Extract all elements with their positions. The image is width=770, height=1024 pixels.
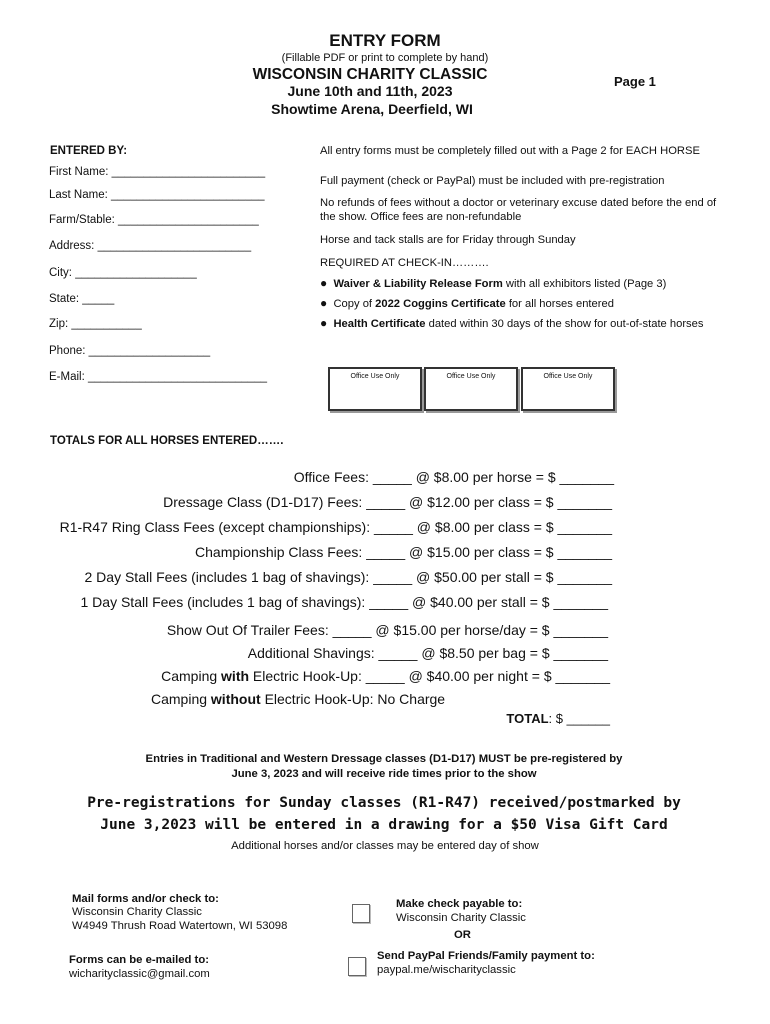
fee-camping-with[interactable]: Camping with Electric Hook-Up: _____ @ $40.00 per night = $ _______ bbox=[161, 668, 610, 684]
mail-address: W4949 Thrush Road Watertown, WI 53098 bbox=[72, 920, 288, 932]
additional-note: Additional horses and/or classes may be entered day of show bbox=[231, 840, 539, 852]
event-dates: June 10th and 11th, 2023 bbox=[287, 83, 453, 99]
bullet-icon: ● bbox=[320, 316, 328, 330]
dressage-note-2: June 3, 2023 and will receive ride times prior to the show bbox=[231, 768, 537, 780]
entered-by-heading: ENTERED BY: bbox=[50, 145, 128, 157]
instruction-stalls: Horse and tack stalls are for Friday through Sunday bbox=[320, 234, 576, 246]
fee-1day-stall[interactable]: 1 Day Stall Fees (includes 1 bag of shavings): _____ @ $40.00 per stall = $ _______ bbox=[80, 594, 608, 610]
form-title: ENTRY FORM bbox=[329, 31, 441, 50]
bullet-icon: ● bbox=[320, 276, 328, 290]
prereg-note-2: June 3,2023 will be entered in a drawing for a $50 Visa Gift Card bbox=[100, 817, 668, 833]
form-subtitle: (Fillable PDF or print to complete by hand) bbox=[281, 52, 489, 64]
fee-shavings[interactable]: Additional Shavings: _____ @ $8.50 per bag = $ _______ bbox=[247, 645, 608, 661]
bullet-icon: ● bbox=[320, 296, 328, 310]
paypal-payment-checkbox[interactable] bbox=[348, 957, 366, 976]
email-heading: Forms can be e-mailed to: bbox=[69, 954, 209, 966]
check-heading: Make check payable to: bbox=[396, 898, 523, 910]
last-name-field[interactable]: Last Name: ________________________ bbox=[49, 189, 265, 201]
instruction-refunds: No refunds of fees without a doctor or veterinary excuse dated before the end of the show. Office fees are non-refundable bbox=[320, 197, 717, 223]
bullet-waiver: ● Waiver & Liability Release Form with all exhibitors listed (Page 3) bbox=[320, 276, 667, 290]
or-label: OR bbox=[454, 929, 471, 941]
office-use-box: Office Use Only bbox=[328, 367, 422, 411]
fee-camping-without: Camping without Electric Hook-Up: No Charge bbox=[151, 691, 446, 707]
paypal-heading: Send PayPal Friends/Family payment to: bbox=[377, 950, 595, 962]
page-number: Page 1 bbox=[614, 74, 656, 89]
check-payee: Wisconsin Charity Classic bbox=[396, 912, 526, 924]
required-checkin: REQUIRED AT CHECK-IN………. bbox=[320, 257, 489, 269]
dressage-note-1: Entries in Traditional and Western Dressage classes (D1-D17) MUST be pre-registered by bbox=[145, 753, 623, 765]
bullet-coggins: ● Copy of 2022 Coggins Certificate for all horses entered bbox=[320, 296, 614, 310]
email-address[interactable]: wicharityclassic@gmail.com bbox=[69, 968, 210, 980]
office-use-box: Office Use Only bbox=[424, 367, 518, 411]
zip-field[interactable]: Zip: ___________ bbox=[49, 318, 142, 330]
office-use-box: Office Use Only bbox=[521, 367, 615, 411]
fee-2day-stall[interactable]: 2 Day Stall Fees (includes 1 bag of shavings): _____ @ $50.00 per stall = $ _______ bbox=[84, 569, 612, 585]
prereg-note-1: Pre-registrations for Sunday classes (R1-R47) received/postmarked by bbox=[87, 795, 681, 811]
fee-dressage[interactable]: Dressage Class (D1-D17) Fees: _____ @ $12.00 per class = $ _______ bbox=[163, 494, 612, 510]
phone-field[interactable]: Phone: ___________________ bbox=[49, 345, 211, 357]
fee-trailer[interactable]: Show Out Of Trailer Fees: _____ @ $15.00 per horse/day = $ _______ bbox=[166, 622, 608, 638]
first-name-field[interactable]: First Name: ________________________ bbox=[49, 166, 266, 178]
fee-ring-class[interactable]: R1-R47 Ring Class Fees (except championships): _____ @ $8.00 per class = $ _______ bbox=[59, 519, 612, 535]
fee-championship[interactable]: Championship Class Fees: _____ @ $15.00 per class = $ _______ bbox=[195, 544, 612, 560]
mail-heading: Mail forms and/or check to: bbox=[72, 893, 219, 905]
event-venue: Showtime Arena, Deerfield, WI bbox=[271, 101, 473, 117]
paypal-address[interactable]: paypal.me/wischarityclassic bbox=[377, 964, 516, 976]
city-field[interactable]: City: ___________________ bbox=[49, 267, 197, 279]
instruction-payment: Full payment (check or PayPal) must be included with pre-registration bbox=[320, 175, 665, 187]
fee-office[interactable]: Office Fees: _____ @ $8.00 per horse = $ _______ bbox=[293, 469, 614, 485]
event-name: WISCONSIN CHARITY CLASSIC bbox=[252, 66, 488, 83]
mail-name: Wisconsin Charity Classic bbox=[72, 906, 202, 918]
check-payment-checkbox[interactable] bbox=[352, 904, 370, 923]
totals-heading: TOTALS FOR ALL HORSES ENTERED……. bbox=[50, 435, 284, 447]
instruction-page2: All entry forms must be completely filled out with a Page 2 for EACH HORSE bbox=[320, 145, 700, 157]
address-field[interactable]: Address: ________________________ bbox=[49, 240, 252, 252]
email-field[interactable]: E-Mail: ____________________________ bbox=[49, 371, 268, 383]
farm-stable-field[interactable]: Farm/Stable: ______________________ bbox=[49, 214, 259, 226]
bullet-health: ● Health Certificate dated within 30 days of the show for out-of-state horses bbox=[320, 316, 704, 330]
total-field[interactable]: TOTAL: $ ______ bbox=[506, 711, 610, 726]
state-field[interactable]: State: _____ bbox=[49, 293, 115, 305]
